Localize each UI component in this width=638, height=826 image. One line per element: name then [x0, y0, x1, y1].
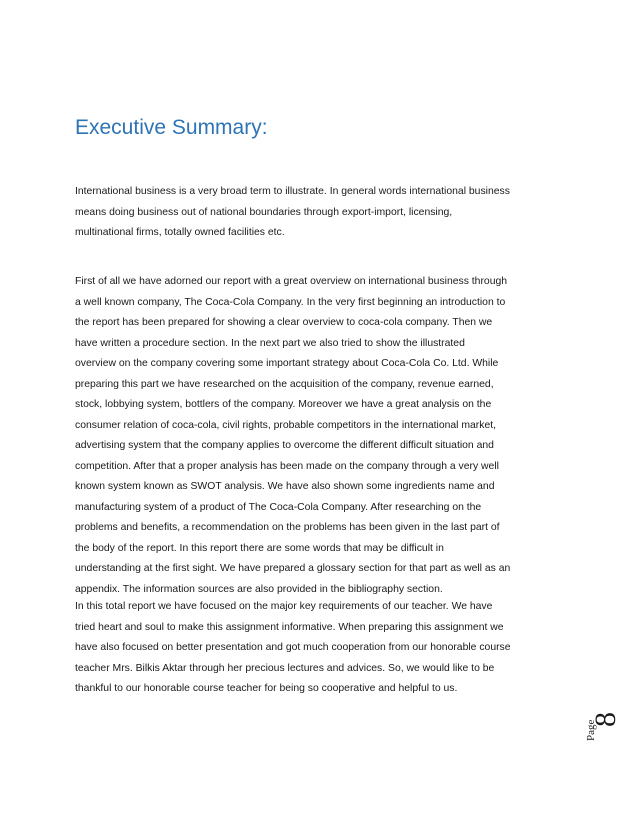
- text-line: manufacturing system of a product of The Coca-Cola Company. After researching on the: [75, 501, 482, 513]
- text-line: First of all we have adorned our report with a great overview on international business through: [75, 276, 508, 287]
- text-line: a well known company, The Coca-Cola Company. In the very first beginning an introduction to: [75, 296, 506, 308]
- text-line: consumer relation of coca-cola, civil rights, probable competitors in the international market,: [75, 419, 497, 431]
- text-line: International business is a very broad term to illustrate. In general words international business: [75, 186, 510, 197]
- page-label: Page: [585, 719, 597, 741]
- text-line: In this total report we have focused on the major key requirements of our teacher. We have: [75, 601, 493, 612]
- page-number-marker: [583, 697, 623, 767]
- text-line: have written a procedure section. In the next part we also tried to show the illustrated: [75, 337, 465, 349]
- text-line: preparing this part we have researched on the acquisition of the company, revenue earned,: [75, 378, 494, 390]
- text-line: thankful to our honorable course teacher for being so cooperative and helpful to us.: [75, 683, 458, 694]
- text-line: tried heart and soul to make this assignment informative. When preparing this assignment we: [75, 621, 504, 633]
- text-line: competition. After that a proper analysis has been made on the company through a very well: [75, 460, 499, 472]
- text-line: means doing business out of national boundaries through export-import, licensing,: [75, 206, 453, 218]
- page-number: 8: [589, 712, 622, 727]
- text-line: problems and benefits, a recommendation on the problems has been given in the last part of: [75, 522, 500, 533]
- text-line: understanding at the first sight. We have prepared a glossary section for that part as well as an: [75, 563, 511, 574]
- text-line: teacher Mrs. Bilkis Aktar through her precious lectures and advices. So, we would like to be: [75, 662, 495, 674]
- text-line: stock, lobbying system, bottlers of the company. Moreover we have a great analysis on the: [75, 399, 492, 410]
- paragraph-overview: [75, 272, 510, 600]
- section-heading: Executive Summary:: [75, 116, 268, 139]
- text-line: have also focused on better presentation and got much cooperation from our honorable course: [75, 642, 511, 653]
- paragraph-acknowledgement: [75, 597, 511, 700]
- text-line: multinational firms, totally owned facilities etc.: [75, 227, 285, 238]
- text-line: the report has been prepared for showing a clear overview to coca-cola company. Then we: [75, 317, 493, 328]
- paragraph-intro: [75, 182, 510, 244]
- text-line: appendix. The information sources are also provided in the bibliography section.: [75, 583, 443, 595]
- text-line: known system known as SWOT analysis. We have also shown some ingredients name and: [75, 481, 495, 492]
- text-line: the body of the report. In this report there are some words that may be difficult in: [75, 542, 444, 554]
- text-line: overview on the company covering some important strategy about Coca-Cola Co. Ltd. While: [75, 358, 499, 369]
- text-line: advertising system that the company applies to overcome the different difficult situation and: [75, 440, 494, 451]
